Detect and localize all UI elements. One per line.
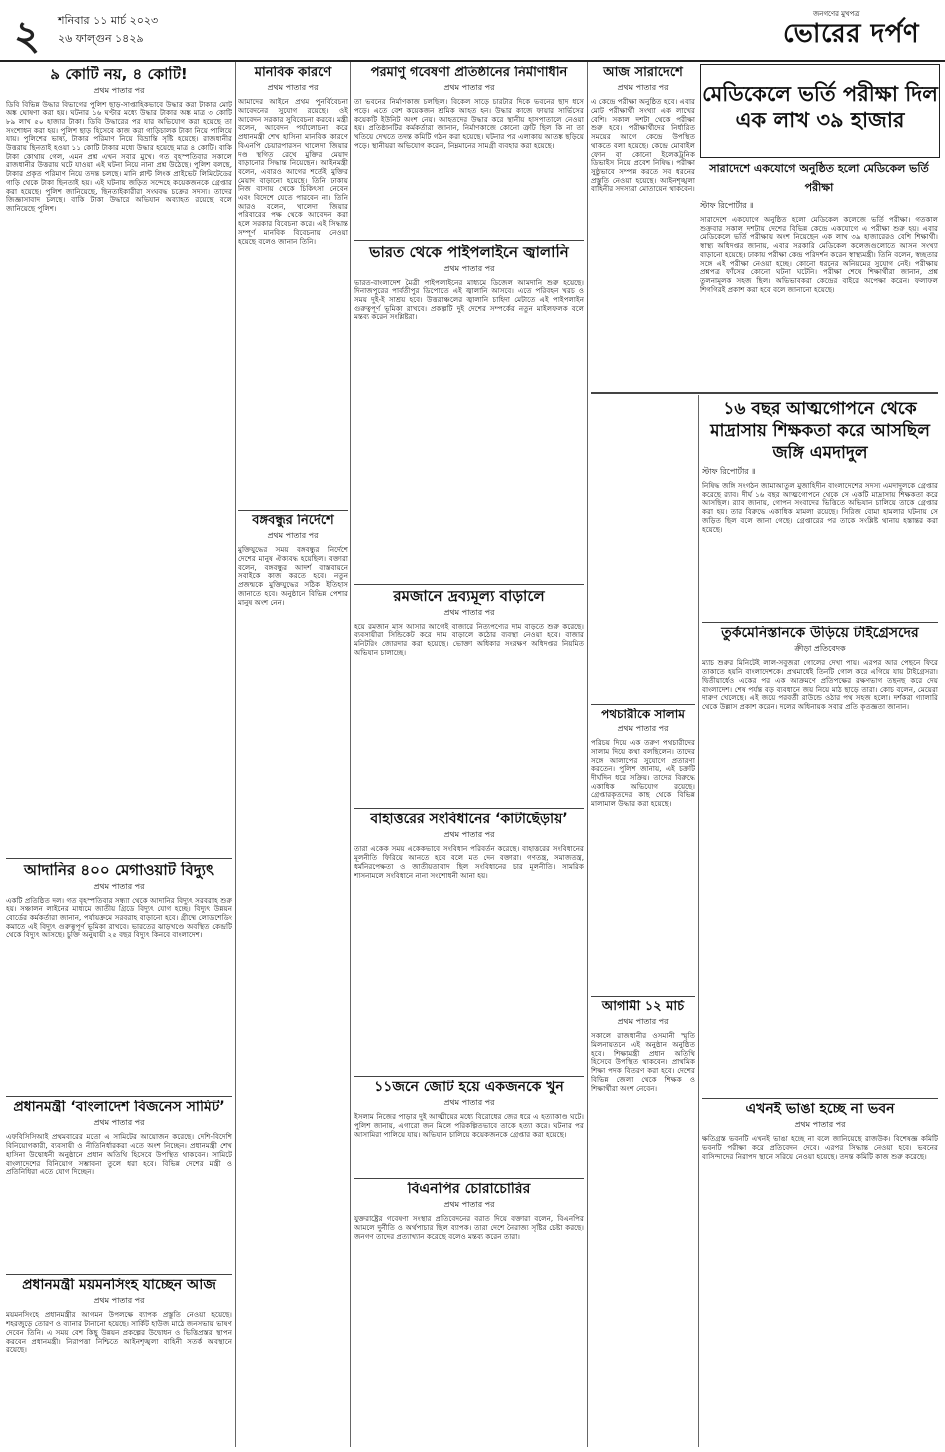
date-line-1: শনিবার ১১ মার্চ ২০২৩: [58, 14, 159, 27]
story-body: এ কেন্দ্রে পরীক্ষা অনুষ্ঠিত হবে। এবার মোট পরীক্ষার্থী সংখ্যা এক লাখের বেশি। সকাল দশটা থেকে পরীক্ষা শুরু হবে। পরীক্ষার্থীদের নির্ধারিত সময়ের আগে কেন্দ্রে উপস্থিত থাকতে বলা হয়েছে। কেন্দ্রে মোবাইল ফোন বা কোনো ইলেকট্রনিক ডিভাইস নিয়ে প্রবেশ নিষিদ্ধ। পরীক্ষা সুষ্ঠুভাবে সম্পন্ন করতে সব ধরনের প্রস্তুতি নেওয়া হয়েছে। আইনশৃঙ্খলা বাহিনীর সদস্যরা মোতায়েন থাকবেন।: [591, 97, 695, 194]
story-body: সকালে রাজধানীর ওসমানী স্মৃতি মিলনায়তনে এই অনুষ্ঠান অনুষ্ঠিত হবে। শিক্ষামন্ত্রী প্রধান অতিথি হিসেবে উপস্থিত থাকবেন। প্রাথমিক শিক্ষা পদক বিতরণ করা হবে। দেশের বিভিন্ন জেলা থেকে শিক্ষক ও শিক্ষার্থীরা অংশ নেবেন।: [591, 1031, 695, 1093]
story-byline: প্রথম পাতার পর: [617, 724, 669, 734]
story-byline: প্রথম পাতার পর: [617, 1017, 669, 1027]
story-byline: প্রথম পাতার পর: [93, 881, 145, 891]
story-byline: প্রথম পাতার পর: [93, 1118, 145, 1128]
story-body: হয়ে রমজান মাস আসার আগেই বাজারে নিত্যপণ্যের দাম বাড়তে শুরু করেছে। ব্যবসায়ীরা সিন্ডিকেট করে দাম বাড়ালে কঠোর ব্যবস্থা নেওয়া হবে। বাজার মনিটরিং জোরদার করা হয়েছে। ভোক্তা অধিকার সংরক্ষণ অধিদপ্তর নিয়মিত অভিযান চালাচ্ছে।: [354, 621, 584, 657]
story-title: এখনই ভাঙা হচ্ছে না ভবন: [745, 1102, 895, 1117]
page-number: ২: [14, 12, 41, 59]
story-byline: স্টাফ রিপোর্টার ॥: [700, 201, 754, 210]
lead-headline: মেডিকেলে ভর্তি পরীক্ষা দিল এক লাখ ৩৯ হাজার: [702, 82, 938, 132]
story-divider: [354, 240, 584, 241]
story-title: তুর্কমেনিস্তানকে উড়িয়ে টাইগ্রেসদের: [721, 626, 919, 641]
story-title: বাহাত্তরের সংবিধানের ‘কাটাছেঁড়ায়’: [370, 812, 568, 827]
column-rule: [235, 62, 236, 1447]
lead-headline-box: [700, 64, 940, 158]
story-body: ক্ষতিগ্রস্ত ভবনটি এখনই ভাঙা হচ্ছে না বলে জানিয়েছে রাজউক। বিশেষজ্ঞ কমিটি ভবনটি পরীক্ষা করে প্রতিবেদন দেবে। এরপর সিদ্ধান্ত নেওয়া হবে। ভবনের বাসিন্দাদের নিরাপদ স্থানে সরিয়ে নেওয়া হয়েছে। তদন্ত কমিটি কাজ শুরু করেছে।: [702, 1134, 938, 1161]
story-byline: প্রথম পাতার পর: [443, 607, 495, 617]
story-byline: প্রথম পাতার পর: [267, 531, 319, 541]
column-rule: [350, 62, 351, 1447]
story-byline: প্রথম পাতার পর: [443, 263, 495, 273]
story-humanitarian: [238, 66, 348, 506]
story-india-pipeline: [354, 244, 584, 582]
story-title: বিএনপির চোরাচোরির: [407, 1182, 531, 1197]
story-title: পথচারীকে সালাম: [601, 708, 685, 721]
story-building-not-demolished: [702, 1102, 938, 1446]
story-body: ইসলাম নিজের পাড়ার দুই আত্মীয়ের মধ্যে বিরোধের জের ধরে এ হত্যাকাণ্ড ঘটে। পুলিশ জানায়, এগারো জন মিলে পরিকল্পিতভাবে তাকে হত্যা করে। ঘটনার পর আসামিরা পালিয়ে যায়। অভিযান চালিয়ে কয়েকজনকে গ্রেপ্তার করা হয়েছে।: [354, 1112, 584, 1139]
logo-tagline: জনগণের মুখপত্র: [813, 10, 860, 18]
story-body: এফবিসিসিআই প্রথমবারের মতো এ সামিটের আয়োজন করেছে। দেশি-বিদেশি বিনিয়োগকারী, ব্যবসায়ী ও নীতিনির্ধারকরা এতে অংশ নিচ্ছেন। প্রধানমন্ত্রী শেখ হাসিনা উদ্বোধনী অনুষ্ঠানে প্রধান অতিথি হিসেবে উপস্থিত থাকবেন। সামিটে বাংলাদেশের বিনিয়োগ সম্ভাবনা তুলে ধরা হবে। বিভিন্ন দেশের মন্ত্রী ও প্রতিনিধিরা এতে যোগ দিচ্ছেন।: [6, 1132, 232, 1177]
story-title: প্রধানমন্ত্রী ময়মনসিংহ যাচ্ছেন আজ: [22, 1278, 216, 1293]
story-pm-mymensingh: [6, 1278, 232, 1446]
story-title: রমজানে দ্রব্যমূল্য বাড়ালে: [393, 588, 545, 605]
story-business-summit: [6, 1100, 232, 1272]
story-body: যুক্তরাষ্ট্রের গবেষণা সংস্থার প্রতিবেদনের বরাত দিয়ে বক্তারা বলেন, বিএনপির আমলে দুর্নীতি ও অর্থপাচার ছিল ব্যাপক। তারা দেশে নৈরাজ্য সৃষ্টির চেষ্টা করছে। জনগণ তাদের প্রত্যাখ্যান করেছে বলেও মন্তব্য করেন তারা।: [354, 1214, 584, 1241]
story-title: পরমাণু গবেষণা প্রতিষ্ঠানের নির্মাণাধীন: [370, 66, 568, 80]
story-title: ১৬ বছর আত্মগোপনে থেকে মাদ্রাসায় শিক্ষকতা করে আসছিল জঙ্গি এমদাদুল: [710, 399, 930, 463]
story-body: আমাদের আইনে প্রথম পুনর্বিবেচনা আবেদনের সুযোগ রয়েছে। ওই আবেদন সরকার সুবিবেচনা করবে। মন্ত্রী বলেন, আবেদন পর্যালোচনা করে প্রধানমন্ত্রী শেখ হাসিনা মানবিক কারণে বিএনপি চেয়ারপারসন খালেদা জিয়ার দণ্ড স্থগিত রেখে মুক্তির মেয়াদ বাড়ানোর সিদ্ধান্ত নিয়েছেন। আইনমন্ত্রী বলেন, এবারও আগের শর্তেই মুক্তির মেয়াদ বাড়ানো হয়েছে। তিনি ঢাকায় নিজ বাসায় থেকে চিকিৎসা নেবেন এবং বিদেশে যেতে পারবেন না। তিনি আরও বলেন, খালেদা জিয়ার পরিবারের পক্ষ থেকে আবেদন করা হলে সরকার বিবেচনা করে। এই সিদ্ধান্ত সম্পূর্ণ মানবিক বিবেচনায় নেওয়া হয়েছে বলেও জানান তিনি।: [238, 97, 348, 246]
story-body: তারা একেক সময় একেকভাবে সংবিধান পরিবর্তন করেছে। বাহাত্তরের সংবিধানের মূলনীতি ফিরিয়ে আনতে হবে বলে মত দেন বক্তারা। গণতন্ত্র, সমাজতন্ত্র, ধর্মনিরপেক্ষতা ও জাতীয়তাবাদ ছিল সংবিধানের চার মূলনীতি। সামরিক শাসনামলে সংবিধানে নানা সংশোধনী আনা হয়।: [354, 844, 584, 880]
story-divider: [6, 1096, 232, 1097]
logo-name: ভোরের দর্পণ: [783, 19, 920, 49]
story-divider: [591, 704, 695, 705]
story-body: একটি প্রতিষ্ঠিত দল। গত বৃহস্পতিবার সন্ধ্যা থেকে আদানির বিদ্যুৎ সরবরাহ শুরু হয়। সঞ্চালন লাইনের মাধ্যমে জাতীয় গ্রিডে বিদ্যুৎ যোগ হচ্ছে। বিদ্যুৎ উন্নয়ন বোর্ডের কর্মকর্তারা জানান, পর্যায়ক্রমে সরবরাহ বাড়ানো হবে। গ্রীষ্মে লোডশেডিং কমাতে এই বিদ্যুৎ গুরুত্বপূর্ণ ভূমিকা রাখবে। ভারতের ঝাড়খণ্ডে অবস্থিত কেন্দ্রটি থেকে বিদ্যুৎ আসছে। চুক্তি অনুযায়ী ২৫ বছর বিদ্যুৎ কিনবে বাংলাদেশ।: [6, 895, 232, 940]
story-divider: [354, 1076, 584, 1077]
story-nuclear-research: [354, 66, 584, 238]
story-byline: ক্রীড়া প্রতিবেদক: [794, 644, 846, 654]
story-divider: [591, 996, 695, 997]
story-divider: [6, 1274, 232, 1275]
story-byline: প্রথম পাতার পর: [617, 83, 669, 93]
story-divider: [354, 1178, 584, 1179]
story-byline: প্রথম পাতার পর: [267, 83, 319, 93]
story-divider: [238, 510, 348, 511]
story-title: প্রধানমন্ত্রী ‘বাংলাদেশ বিজনেস সামিট’: [13, 1100, 225, 1115]
story-bnp: [354, 1182, 584, 1446]
story-byline: প্রথম পাতার পর: [794, 1120, 846, 1130]
story-byline: প্রথম পাতার পর: [443, 83, 495, 93]
story-body: ময়মনসিংহে প্রধানমন্ত্রীর আগমন উপলক্ষে ব্যাপক প্রস্তুতি নেওয়া হয়েছে। শহরজুড়ে তোরণ ও ব্যানার টানানো হয়েছে। সার্কিট হাউজ মাঠে জনসভায় ভাষণ দেবেন তিনি। এ সময় বেশ কিছু উন্নয়ন প্রকল্পের উদ্বোধন ও ভিত্তিপ্রস্তর স্থাপন করবেন প্রধানমন্ত্রী। নিরাপত্তা নিশ্চিতে আইনশৃঙ্খলা বাহিনী সতর্ক অবস্থানে রয়েছে।: [6, 1310, 232, 1355]
story-divider: [702, 1098, 938, 1099]
story-byline: প্রথম পাতার পর: [93, 1296, 145, 1306]
story-title: ১১জনে জোট হয়ে একজনকে খুন: [374, 1080, 564, 1095]
story-title: ভারত থেকে পাইপলাইনে জ্বালানি: [369, 244, 569, 261]
story-body: ভারত-বাংলাদেশ মৈত্রী পাইপলাইনের মাধ্যমে ডিজেল আমদানি শুরু হয়েছে। দিনাজপুরের পার্বতীপুর ডিপোতে এই জ্বালানি আসবে। এতে পরিবহন খরচ ও সময় দুই-ই সাশ্রয় হবে। উত্তরাঞ্চলের জ্বালানি চাহিদা মেটাতে এই পাইপলাইন গুরুত্বপূর্ণ ভূমিকা রাখবে। প্রকল্পটি দুই দেশের সম্পর্কের নতুন মাইলফলক বলে মন্তব্য করেন সংশ্লিষ্টরা।: [354, 277, 584, 322]
date-line-2: ২৬ ফাল্গুন ১৪২৯: [58, 32, 144, 45]
column-rule: [698, 395, 699, 1447]
story-divider: [702, 622, 938, 623]
story-bangabandhu-directive: [238, 514, 348, 1446]
story-eleven-murder: [354, 1080, 584, 1176]
story-body: ডিবি বিভিন্ন উদ্ধার বিভাগের পুলিশ ছাড়-সাপ্তাহিকভাবে উদ্ধার করা টাকার মোট অঙ্ক ঘোষণা করা হয়। ঘটনার ১৬ ঘণ্টার মধ্যে উদ্ধার টাকার অঙ্ক মাত্র ৩ কোটি ৮৯ লাখ ৫০ হাজার টাকা। ডিবি উদ্ধারের পর যার অভিযোগ করা হয়েছে তা সংশোধন করা হয়। পুলিশ ছাড় হিসেবে কাজ করা গাড়িচালক টাকা নিয়ে পালিয়ে যায়। পুলিশের ভাষ্য, টাকার পরিমাণ নিয়ে বিভ্রান্তি সৃষ্টি হয়েছে। রাজধানীর উত্তরায় ছিনতাই হওয়া ১১ কোটি টাকার মধ্যে উদ্ধার হয়েছে মাত্র ৪ কোটি। বাকি টাকা কোথায় গেল, এমন প্রশ্ন এখন সবার মুখে। গত বৃহস্পতিবার সকালে রাজধানীর উত্তরায় ঘটে যাওয়া এই ঘটনা নিয়ে নানা প্রশ্ন উঠেছে। পুলিশ বলছে, টাকার প্রকৃত পরিমাণ নিয়ে তদন্ত চলছে। মানি প্লান্ট লিংক প্রাইভেট লিমিটেডের গাড়ি থেকে টাকা ছিনতাই হয়। এই ঘটনায় জড়িত সন্দেহে কয়েকজনকে গ্রেপ্তার করা হয়েছে। পুলিশ জানিয়েছে, ছিনতাইকারীরা সংঘবদ্ধ চক্রের সদস্য। তাদের জিজ্ঞাসাবাদ চলছে। বাকি টাকা উদ্ধারে অভিযান অব্যাহত রয়েছে বলে জানিয়েছে পুলিশ।: [6, 99, 232, 213]
story-march-12: [591, 1000, 695, 1446]
story-byline: প্রথম পাতার পর: [443, 830, 495, 840]
page-header: [0, 0, 945, 62]
story-body: ম্যাচ শুরুর মিনিটেই লাল-সবুজরা গোলের দেখা পায়। এরপর আর পেছনে ফিরে তাকাতে হয়নি বাংলাদেশকে। প্রথমার্ধেই তিনটি গোল করে এগিয়ে যায় টাইগ্রেসরা। দ্বিতীয়ার্ধেও একের পর এক আক্রমণে প্রতিপক্ষের রক্ষণভাগ তছনছ করে দেয় বাংলাদেশ। শেষ পর্যন্ত বড় ব্যবধানে জয় নিয়ে মাঠ ছাড়ে তারা। কোচ বলেন, মেয়েরা দারুণ খেলেছে। এই জয়ে পরবর্তী রাউন্ডে ওঠার পথ সহজ হলো। দর্শকরা গ্যালারি থেকে উল্লাস প্রকাশ করেন। দলের অধিনায়ক সবার প্রতি কৃতজ্ঞতা জানান।: [702, 658, 938, 711]
story-title: মানবিক কারণে: [254, 66, 332, 80]
story-divider: [591, 392, 938, 394]
story-title: বঙ্গবন্ধুর নির্দেশে: [252, 514, 334, 528]
column-rule: [587, 62, 588, 1447]
story-militant-arrest: [702, 398, 938, 620]
story-today-nationwide: [591, 66, 695, 702]
story-body: মুক্তিযুদ্ধের সময় বঙ্গবন্ধুর নির্দেশে দেশের মানুষ ঐক্যবদ্ধ হয়েছিল। বক্তারা বলেন, বঙ্গবন্ধুর আদর্শ বাস্তবায়নে সবাইকে কাজ করতে হবে। নতুন প্রজন্মকে মুক্তিযুদ্ধের সঠিক ইতিহাস জানাতে হবে। অনুষ্ঠানে বিভিন্ন পেশার মানুষ অংশ নেন।: [238, 545, 348, 607]
lead-subheadline: সারাদেশে একযোগে অনুষ্ঠিত হলো মেডিকেল ভর্তি পরীক্ষা: [709, 162, 929, 194]
story-ramadan-prices: [354, 588, 584, 806]
story-pedestrian-salam: [591, 708, 695, 994]
story-body: পরিচয় দিয়ে এক তরুণ পথচারীদের সালাম দিয়ে কথা বলছিলেন। তাদের সঙ্গে আলাপের সুযোগে প্রতারণা করতেন। পুলিশ জানায়, এই চক্রটি দীর্ঘদিন ধরে সক্রিয়। তাদের বিরুদ্ধে একাধিক অভিযোগ রয়েছে। গ্রেপ্তারকৃতদের কাছ থেকে বিভিন্ন মালামাল উদ্ধার করা হয়েছে।: [591, 738, 695, 809]
story-byline: প্রথম পাতার পর: [93, 85, 145, 95]
story-title: আগামী ১২ মার্চ: [601, 1000, 685, 1014]
story-title: আজ সারাদেশে: [603, 66, 683, 80]
story-adani-power: [6, 862, 232, 1094]
story-body: নিষিদ্ধ জঙ্গি সংগঠন জামাআতুল মুজাহিদীন বাংলাদেশের সদস্য এমদাদুলকে গ্রেপ্তার করেছে র‍্যাব। দীর্ঘ ১৬ বছর আত্মগোপনে থেকে সে একটি মাদ্রাসায় শিক্ষকতা করে আসছিল। র‍্যাব জানায়, গোপন সংবাদের ভিত্তিতে অভিযান চালিয়ে তাকে গ্রেপ্তার করা হয়। তার বিরুদ্ধে একাধিক মামলা রয়েছে। সিরিজ বোমা হামলার ঘটনায় সে জড়িত ছিল বলে জানা গেছে। গ্রেপ্তারের পর তাকে সংশ্লিষ্ট থানায় হস্তান্তর করা হয়েছে।: [702, 481, 938, 534]
story-byline: স্টাফ রিপোর্টার ॥: [702, 467, 756, 476]
story-body: সারাদেশে একযোগে অনুষ্ঠিত হলো মেডিকেল কলেজে ভর্তি পরীক্ষা। গতকাল শুক্রবার সকাল দশটায় দেশের বিভিন্ন কেন্দ্রে একযোগে এ পরীক্ষা শুরু হয়। এবার মেডিকেলে ভর্তি পরীক্ষায় অংশ নিয়েছেন এক লাখ ৩৯ হাজারেরও বেশি শিক্ষার্থী। স্বাস্থ্য অধিদপ্তর জানায়, এবার সরকারি মেডিকেল কলেজগুলোতে আসন সংখ্যা বাড়ানো হয়েছে। ঢাকায় পরীক্ষা কেন্দ্র পরিদর্শন করেন স্বাস্থ্যমন্ত্রী। তিনি বলেন, স্বচ্ছতার সঙ্গে এই পরীক্ষা নেওয়া হচ্ছে। কোনো ধরনের অনিয়মের সুযোগ নেই। পরীক্ষায় প্রশ্নপত্র ফাঁসের কোনো ঘটনা ঘটেনি। পরীক্ষা শেষে শিক্ষার্থীরা জানান, প্রশ্ন তুলনামূলক সহজ ছিল। অভিভাবকরা কেন্দ্রের বাইরে অপেক্ষা করেন। ফলাফল শিগগিরই প্রকাশ করা হবে বলে জানানো হয়েছে।: [700, 215, 938, 294]
newspaper-logo: [783, 8, 933, 48]
story-byline: প্রথম পাতার পর: [443, 1200, 495, 1210]
story-divider: [6, 858, 232, 859]
story-divider: [354, 808, 584, 809]
story-divider: [354, 584, 584, 585]
story-body: তা ভবনের নির্মাণকাজ চলছিল। বিকেল সাড়ে চারটার দিকে ভবনের ছাদ ধসে পড়ে। এতে বেশ কয়েকজন শ্রমিক আহত হন। উদ্ধার কাজে ফায়ার সার্ভিসের কয়েকটি ইউনিট অংশ নেয়। আহতদের উদ্ধার করে স্থানীয় হাসপাতালে নেওয়া হয়। প্রতিষ্ঠানটির কর্মকর্তারা জানান, নির্মাণকাজে কোনো ত্রুটি ছিল কি না তা খতিয়ে দেখতে তদন্ত কমিটি গঠন করা হয়েছে। ঘটনার পর এলাকায় আতঙ্ক ছড়িয়ে পড়ে। স্থানীয়রা অভিযোগ করেন, নিম্নমানের সামগ্রী ব্যবহার করা হয়েছে।: [354, 97, 584, 150]
story-9-koti: [6, 66, 232, 856]
story-title: আদানির ৪০০ মেগাওয়াট বিদ্যুৎ: [23, 862, 214, 879]
story-byline: প্রথম পাতার পর: [443, 1098, 495, 1108]
story-tigresses: [702, 626, 938, 1096]
story-constitution: [354, 812, 584, 1074]
story-medical-admission: [700, 160, 938, 390]
story-title: ৯ কোটি নয়, ৪ কোটি!: [50, 66, 188, 83]
